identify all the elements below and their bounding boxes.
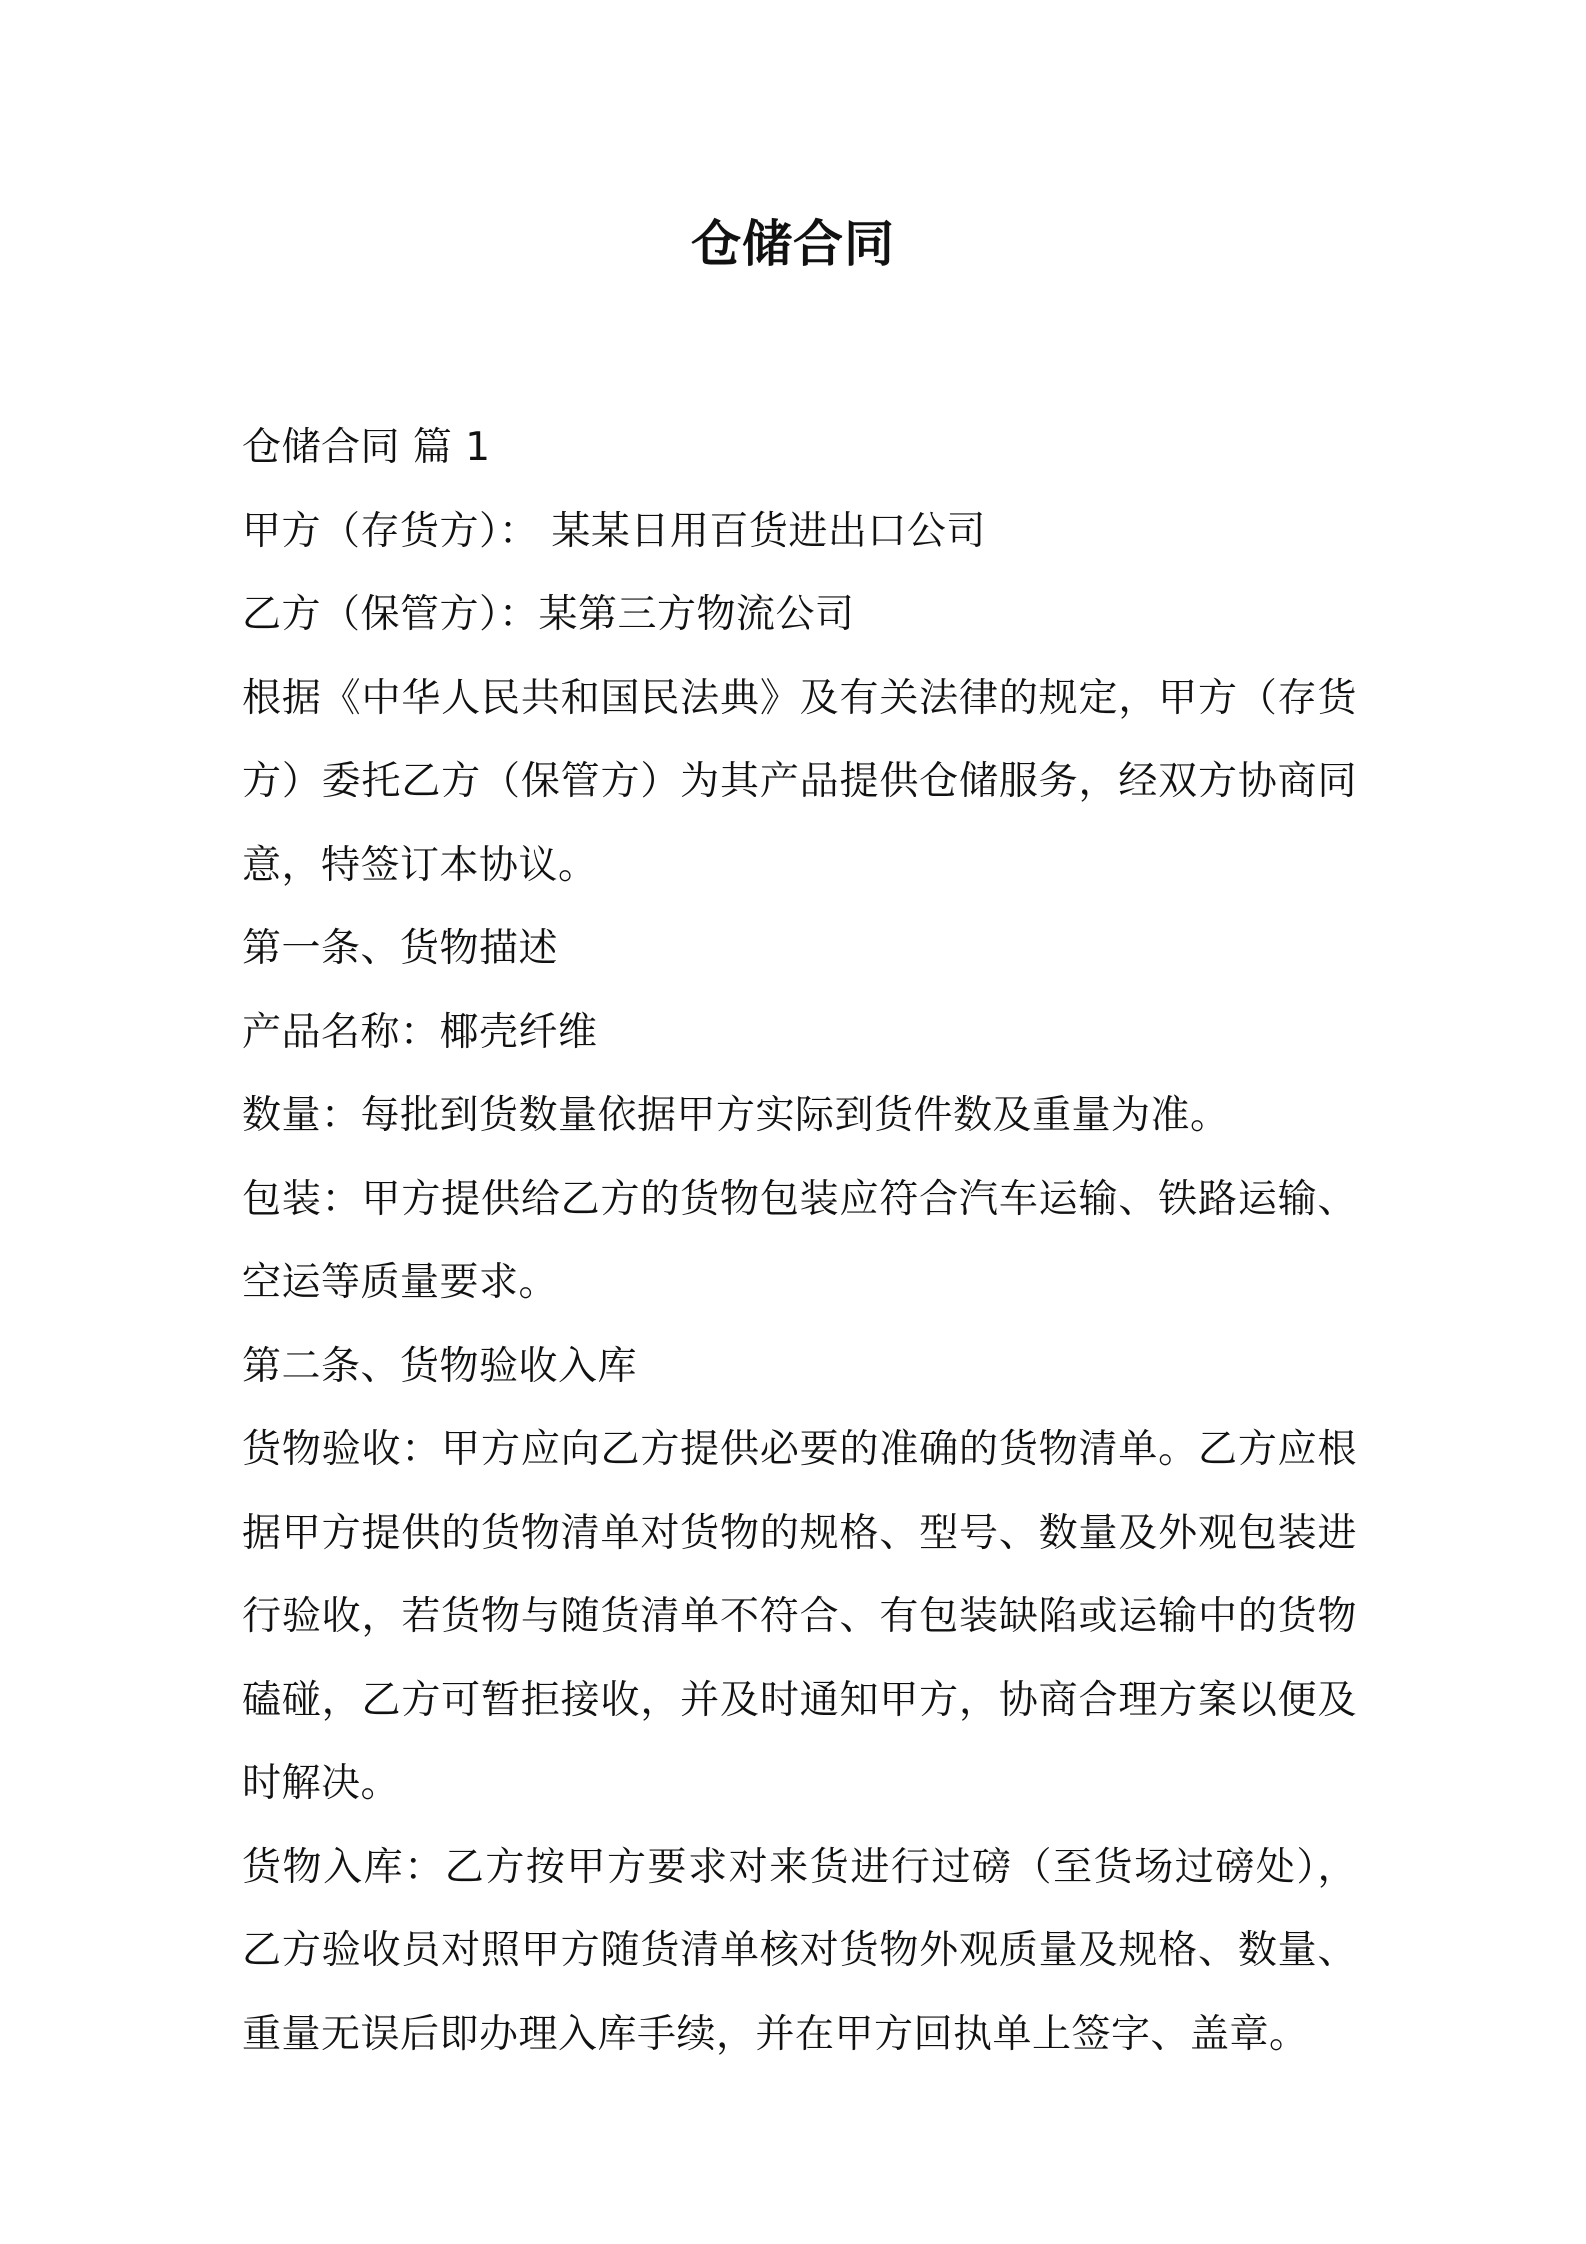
party-a-line: 甲方（存货方）： 某某日用百货进出口公司 [242,508,986,554]
document-title: 仓储合同 [691,215,895,273]
article-heading: 第一条、货物描述 [242,926,559,971]
quantity-line: 数量：每批到货数量依据甲方实际到货件数及重量为准。 [242,1093,1230,1138]
goods-inspection-paragraph: 货物验收：甲方应向乙方提供必要的准确的货物清单。乙方应根据甲方提供的货物清单对货物的规格、型号、数量及外观包装进行验收，若货物与随货清单不符合、有包装缺陷或运输中的货物磕碰，乙方可暂拒接收，并及时通知甲方，协商合理方案以便及时解决。 [242,1427,1357,1806]
section-heading: 仓储合同 篇 1 [242,425,491,470]
document-body [242,406,1357,2076]
packaging-paragraph: 包装：甲方提供给乙方的货物包装应符合汽车运输、铁路运输、空运等质量要求。 [242,1176,1357,1305]
party-b-line: 乙方（保管方）：某第三方物流公司 [242,592,855,637]
product-name-line: 产品名称：椰壳纤维 [242,1009,598,1055]
preamble-paragraph: 根据《中华人民共和国民法典》及有关法律的规定，甲方（存货方）委托乙方（保管方）为其产品提供仓储服务，经双方协商同意，特签订本协议。 [242,675,1357,888]
article-heading: 第二条、货物验收入库 [242,1343,638,1389]
goods-warehousing-paragraph: 货物入库：乙方按甲方要求对来货进行过磅（至货场过磅处），乙方验收员对照甲方随货清单核对货物外观质量及规格、数量、重量无误后即办理入库手续，并在甲方回执单上签字、盖章。 [242,1844,1357,2057]
